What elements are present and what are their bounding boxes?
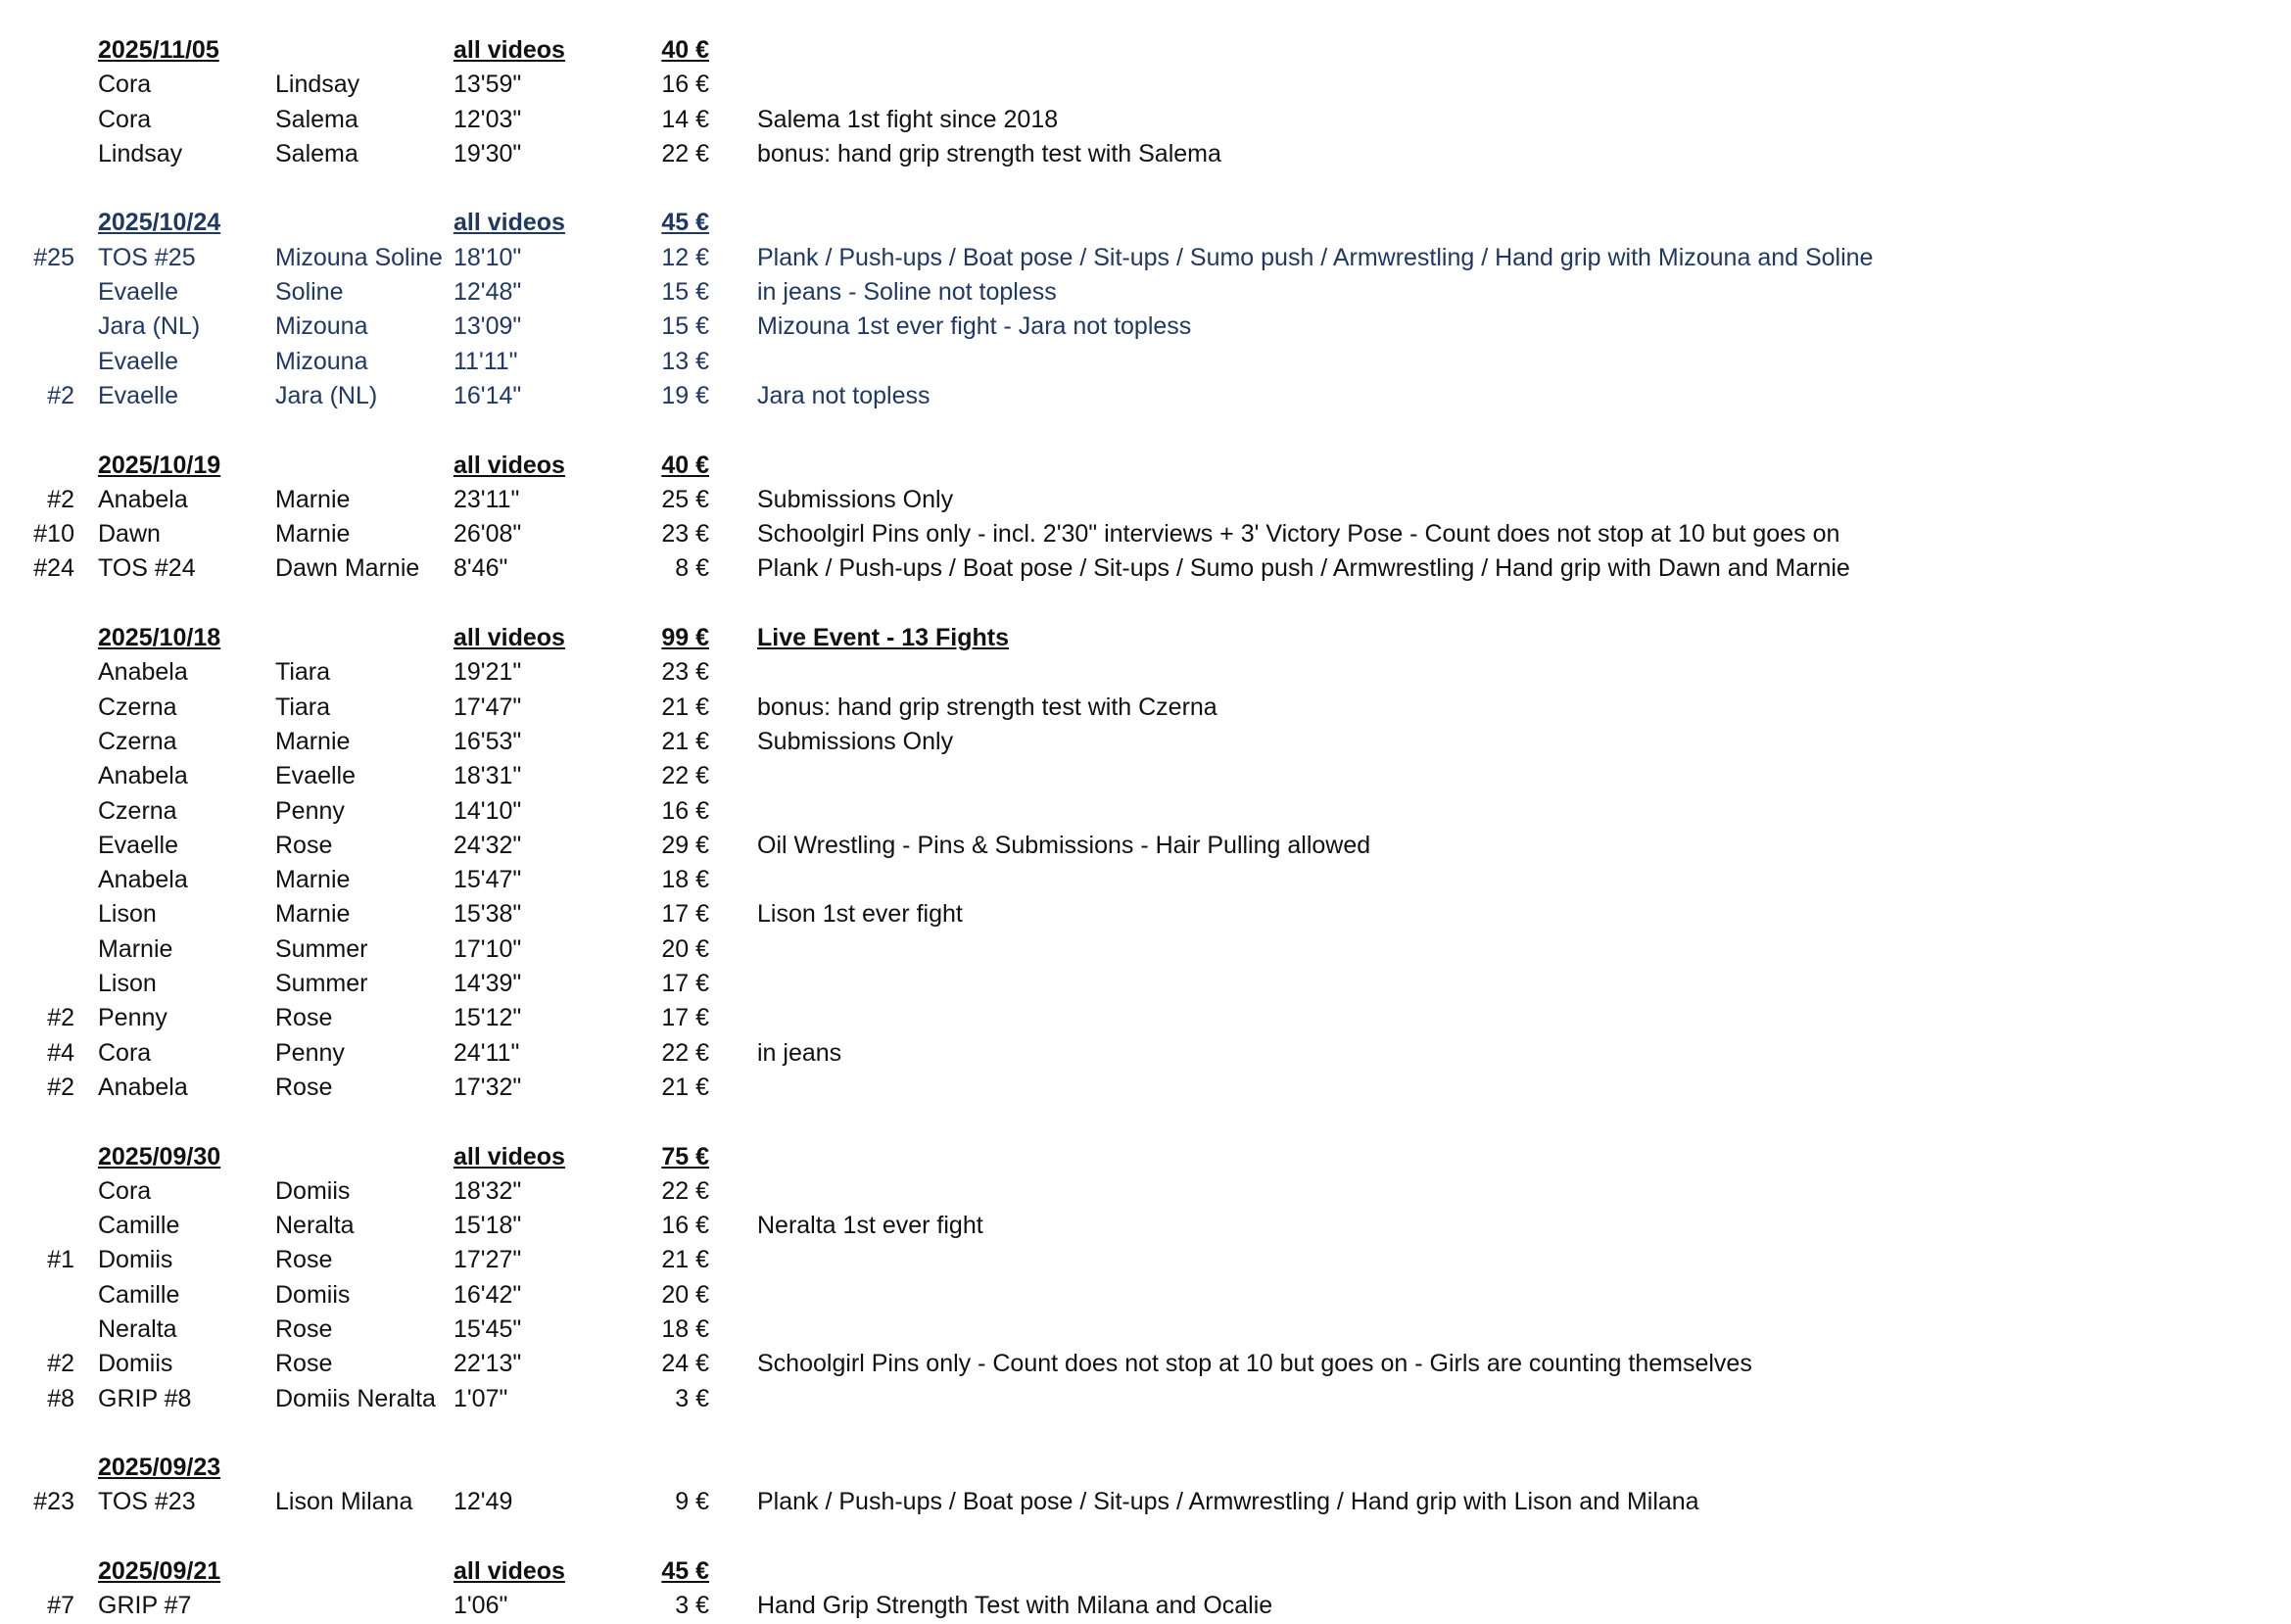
video-duration: 24'32" bbox=[453, 831, 522, 859]
fighter-1: Domiis bbox=[98, 1246, 173, 1274]
video-price: 17 € bbox=[661, 900, 709, 929]
video-duration: 12'03" bbox=[453, 105, 522, 133]
video-price: 3 € bbox=[675, 1384, 709, 1412]
section-date: 2025/09/21 bbox=[98, 1557, 221, 1586]
video-row bbox=[0, 829, 2291, 863]
video-row bbox=[0, 1001, 2291, 1035]
video-row bbox=[0, 275, 2291, 310]
video-duration: 17'47" bbox=[453, 693, 522, 721]
video-row bbox=[0, 1278, 2291, 1313]
section-total-price: 75 € bbox=[661, 1142, 709, 1170]
fighter-2: Penny bbox=[275, 796, 345, 825]
video-price: 21 € bbox=[661, 693, 709, 721]
fighter-1: Anabela bbox=[98, 658, 188, 687]
video-row bbox=[0, 483, 2291, 517]
section-header bbox=[0, 1140, 2291, 1174]
video-duration: 18'10" bbox=[453, 243, 522, 271]
fighter-2: Tiara bbox=[275, 658, 331, 687]
video-price: 13 € bbox=[661, 347, 709, 375]
video-note: Neralta 1st ever fight bbox=[757, 1212, 983, 1240]
section-header bbox=[0, 33, 2291, 68]
video-row bbox=[0, 68, 2291, 102]
video-row bbox=[0, 310, 2291, 344]
fighter-1: Cora bbox=[98, 1176, 152, 1205]
section-date: 2025/10/24 bbox=[98, 209, 221, 237]
video-price: 22 € bbox=[661, 762, 709, 790]
video-note: bonus: hand grip strength test with Salema bbox=[757, 139, 1221, 167]
video-price: 9 € bbox=[675, 1488, 709, 1516]
video-row bbox=[0, 379, 2291, 413]
fighter-2: Soline bbox=[275, 278, 344, 307]
video-row bbox=[0, 897, 2291, 931]
fighter-2: Evaelle bbox=[275, 762, 356, 790]
video-price: 16 € bbox=[661, 796, 709, 825]
fighter-1: Cora bbox=[98, 71, 152, 99]
video-row bbox=[0, 691, 2291, 725]
fighter-2: Salema bbox=[275, 105, 358, 133]
section-total-price: 45 € bbox=[661, 209, 709, 237]
fighter-1: TOS #24 bbox=[98, 554, 196, 583]
all-videos-label: all videos bbox=[453, 1142, 565, 1170]
video-price: 19 € bbox=[661, 381, 709, 409]
video-duration: 15'45" bbox=[453, 1314, 522, 1343]
video-duration: 15'12" bbox=[453, 1004, 522, 1032]
date-section bbox=[0, 1140, 2291, 1416]
fighter-1: Marnie bbox=[98, 934, 173, 963]
fighter-1: Czerna bbox=[98, 796, 177, 825]
fighter-2: Rose bbox=[275, 1314, 333, 1343]
video-row bbox=[0, 1036, 2291, 1071]
video-duration: 24'11" bbox=[453, 1038, 520, 1067]
fighter-2: Jara (NL) bbox=[275, 381, 378, 409]
section-header bbox=[0, 1554, 2291, 1589]
fighter-2: Dawn Marnie bbox=[275, 554, 420, 583]
all-videos-label: all videos bbox=[453, 1557, 565, 1586]
fighter-2: Penny bbox=[275, 1038, 345, 1067]
video-duration: 17'32" bbox=[453, 1073, 522, 1101]
video-price: 22 € bbox=[661, 1038, 709, 1067]
video-duration: 8'46" bbox=[453, 554, 508, 583]
video-duration: 16'42" bbox=[453, 1280, 522, 1309]
section-total-price: 40 € bbox=[661, 36, 709, 64]
match-number: #2 bbox=[47, 1350, 74, 1378]
video-price: 3 € bbox=[675, 1592, 709, 1620]
video-duration: 1'06" bbox=[453, 1592, 508, 1620]
fighter-2: Domiis Neralta bbox=[275, 1384, 436, 1412]
video-row bbox=[0, 967, 2291, 1001]
fighter-1: Czerna bbox=[98, 727, 177, 755]
fighter-2: Rose bbox=[275, 1073, 333, 1101]
match-number: #2 bbox=[47, 1073, 74, 1101]
video-row bbox=[0, 1243, 2291, 1277]
fighter-1: TOS #23 bbox=[98, 1488, 196, 1516]
video-price: 29 € bbox=[661, 831, 709, 859]
date-section bbox=[0, 621, 2291, 1105]
fighter-1: Neralta bbox=[98, 1314, 177, 1343]
section-note: Live Event - 13 Fights bbox=[757, 624, 1010, 652]
video-duration: 16'14" bbox=[453, 381, 522, 409]
video-note: bonus: hand grip strength test with Czerna bbox=[757, 693, 1217, 721]
match-number: #23 bbox=[33, 1488, 74, 1516]
video-duration: 15'18" bbox=[453, 1212, 522, 1240]
fighter-1: Lindsay bbox=[98, 139, 183, 167]
fighter-1: Evaelle bbox=[98, 278, 178, 307]
section-spacer bbox=[0, 171, 2291, 206]
fighter-1: Penny bbox=[98, 1004, 167, 1032]
video-duration: 13'59" bbox=[453, 71, 522, 99]
video-row bbox=[0, 1347, 2291, 1381]
fighter-1: Jara (NL) bbox=[98, 312, 201, 341]
section-spacer bbox=[0, 1416, 2291, 1451]
video-row bbox=[0, 551, 2291, 586]
match-number: #2 bbox=[47, 485, 74, 513]
section-total-price: 40 € bbox=[661, 451, 709, 479]
fighter-2: Marnie bbox=[275, 900, 351, 929]
video-duration: 15'47" bbox=[453, 866, 522, 894]
video-note: Submissions Only bbox=[757, 727, 954, 755]
video-note: Lison 1st ever fight bbox=[757, 900, 963, 929]
date-section bbox=[0, 1451, 2291, 1520]
section-total-price: 45 € bbox=[661, 1557, 709, 1586]
video-price: 8 € bbox=[675, 554, 709, 583]
video-price: 17 € bbox=[661, 1004, 709, 1032]
video-duration: 17'10" bbox=[453, 934, 522, 963]
video-price: 18 € bbox=[661, 1314, 709, 1343]
video-row bbox=[0, 517, 2291, 551]
video-price: 21 € bbox=[661, 727, 709, 755]
fighter-2: Marnie bbox=[275, 520, 351, 549]
video-price: 20 € bbox=[661, 1280, 709, 1309]
video-price: 21 € bbox=[661, 1246, 709, 1274]
video-price: 16 € bbox=[661, 71, 709, 99]
match-number: #8 bbox=[47, 1384, 74, 1412]
fighter-1: Evaelle bbox=[98, 831, 178, 859]
video-row bbox=[0, 932, 2291, 967]
video-row bbox=[0, 794, 2291, 829]
fighter-1: TOS #25 bbox=[98, 243, 196, 271]
fighter-2: Lison Milana bbox=[275, 1488, 413, 1516]
fighter-2: Summer bbox=[275, 934, 368, 963]
section-total-price: 99 € bbox=[661, 624, 709, 652]
video-price: 22 € bbox=[661, 1176, 709, 1205]
video-row bbox=[0, 1382, 2291, 1416]
section-header bbox=[0, 206, 2291, 240]
video-row bbox=[0, 137, 2291, 171]
video-duration: 11'11" bbox=[453, 347, 518, 375]
video-note: Salema 1st fight since 2018 bbox=[757, 105, 1059, 133]
fighter-2: Marnie bbox=[275, 485, 351, 513]
video-row bbox=[0, 345, 2291, 379]
section-date: 2025/11/05 bbox=[98, 36, 219, 64]
fighter-2: Salema bbox=[275, 139, 358, 167]
all-videos-label: all videos bbox=[453, 624, 565, 652]
video-duration: 14'10" bbox=[453, 796, 522, 825]
section-header bbox=[0, 1451, 2291, 1485]
video-row bbox=[0, 1485, 2291, 1519]
fighter-2: Domiis bbox=[275, 1280, 351, 1309]
video-note: Plank / Push-ups / Boat pose / Sit-ups / Armwrestling / Hand grip with Lison and Milana bbox=[757, 1488, 1699, 1516]
fighter-2: Rose bbox=[275, 1350, 333, 1378]
fighter-2: Neralta bbox=[275, 1212, 355, 1240]
video-row bbox=[0, 1071, 2291, 1105]
fighter-1: Anabela bbox=[98, 762, 188, 790]
video-price: 15 € bbox=[661, 312, 709, 341]
video-note: Schoolgirl Pins only - Count does not stop at 10 but goes on - Girls are counting themselves bbox=[757, 1350, 1752, 1378]
video-price: 24 € bbox=[661, 1350, 709, 1378]
fighter-1: GRIP #8 bbox=[98, 1384, 192, 1412]
video-note: Plank / Push-ups / Boat pose / Sit-ups / Sumo push / Armwrestling / Hand grip with Dawn and Marnie bbox=[757, 554, 1850, 583]
video-row bbox=[0, 1589, 2291, 1623]
match-number: #4 bbox=[47, 1038, 74, 1067]
section-date: 2025/10/18 bbox=[98, 624, 221, 652]
video-price: 21 € bbox=[661, 1073, 709, 1101]
fighter-2: Mizouna bbox=[275, 312, 368, 341]
match-number: #25 bbox=[33, 243, 74, 271]
date-section bbox=[0, 206, 2291, 413]
video-price: 22 € bbox=[661, 139, 709, 167]
video-row bbox=[0, 1313, 2291, 1347]
fighter-2: Summer bbox=[275, 970, 368, 998]
fighter-1: Cora bbox=[98, 1038, 152, 1067]
video-note: Mizouna 1st ever fight - Jara not topless bbox=[757, 312, 1192, 341]
fighter-1: Czerna bbox=[98, 693, 177, 721]
all-videos-label: all videos bbox=[453, 36, 565, 64]
video-row bbox=[0, 241, 2291, 275]
video-duration: 15'38" bbox=[453, 900, 522, 929]
fighter-1: Lison bbox=[98, 900, 157, 929]
video-row bbox=[0, 759, 2291, 793]
fighter-1: Domiis bbox=[98, 1350, 173, 1378]
video-price: 12 € bbox=[661, 243, 709, 271]
match-number: #7 bbox=[47, 1592, 74, 1620]
fighter-1: Anabela bbox=[98, 866, 188, 894]
video-duration: 18'31" bbox=[453, 762, 522, 790]
video-duration: 12'49 bbox=[453, 1488, 513, 1516]
fighter-1: Anabela bbox=[98, 485, 188, 513]
match-number: #24 bbox=[33, 554, 74, 583]
fighter-2: Marnie bbox=[275, 866, 351, 894]
video-price: 23 € bbox=[661, 658, 709, 687]
video-duration: 22'13" bbox=[453, 1350, 522, 1378]
fighter-2: Domiis bbox=[275, 1176, 351, 1205]
video-note: Schoolgirl Pins only - incl. 2'30" interviews + 3' Victory Pose - Count does not stop at 10 but goes on bbox=[757, 520, 1840, 549]
section-spacer bbox=[0, 587, 2291, 621]
section-date: 2025/10/19 bbox=[98, 451, 221, 479]
video-row bbox=[0, 1174, 2291, 1209]
section-spacer bbox=[0, 413, 2291, 448]
video-duration: 19'30" bbox=[453, 139, 522, 167]
video-duration: 13'09" bbox=[453, 312, 522, 341]
video-row bbox=[0, 1209, 2291, 1243]
section-header bbox=[0, 621, 2291, 655]
video-row bbox=[0, 725, 2291, 759]
video-duration: 16'53" bbox=[453, 727, 522, 755]
date-section bbox=[0, 449, 2291, 587]
fighter-2: Tiara bbox=[275, 693, 331, 721]
video-note: Submissions Only bbox=[757, 485, 954, 513]
fighter-1: Evaelle bbox=[98, 381, 178, 409]
video-price: 15 € bbox=[661, 278, 709, 307]
video-price-list bbox=[0, 33, 2291, 1624]
video-note: in jeans bbox=[757, 1038, 842, 1067]
video-note: Hand Grip Strength Test with Milana and Ocalie bbox=[757, 1592, 1273, 1620]
fighter-2: Rose bbox=[275, 1004, 333, 1032]
section-date: 2025/09/23 bbox=[98, 1454, 221, 1482]
fighter-1: Camille bbox=[98, 1212, 180, 1240]
section-spacer bbox=[0, 1520, 2291, 1554]
video-note: Plank / Push-ups / Boat pose / Sit-ups / Sumo push / Armwrestling / Hand grip with Mizouna and Soline bbox=[757, 243, 1874, 271]
section-spacer bbox=[0, 1105, 2291, 1139]
fighter-2: Marnie bbox=[275, 727, 351, 755]
match-number: #10 bbox=[33, 520, 74, 549]
all-videos-label: all videos bbox=[453, 209, 565, 237]
video-duration: 1'07" bbox=[453, 1384, 508, 1412]
match-number: #2 bbox=[47, 381, 74, 409]
fighter-2: Mizouna Soline bbox=[275, 243, 443, 271]
fighter-2: Lindsay bbox=[275, 71, 360, 99]
fighter-1: Evaelle bbox=[98, 347, 178, 375]
fighter-1: Camille bbox=[98, 1280, 180, 1309]
match-number: #1 bbox=[47, 1246, 74, 1274]
fighter-2: Rose bbox=[275, 1246, 333, 1274]
video-duration: 26'08" bbox=[453, 520, 522, 549]
video-row bbox=[0, 863, 2291, 897]
fighter-1: Lison bbox=[98, 970, 157, 998]
video-row bbox=[0, 103, 2291, 137]
video-note: Oil Wrestling - Pins & Submissions - Hair Pulling allowed bbox=[757, 831, 1371, 859]
video-price: 18 € bbox=[661, 866, 709, 894]
date-section bbox=[0, 33, 2291, 171]
fighter-1: Cora bbox=[98, 105, 152, 133]
video-note: in jeans - Soline not topless bbox=[757, 278, 1057, 307]
video-price: 16 € bbox=[661, 1212, 709, 1240]
video-price: 14 € bbox=[661, 105, 709, 133]
fighter-1: Dawn bbox=[98, 520, 161, 549]
video-price: 25 € bbox=[661, 485, 709, 513]
video-note: Jara not topless bbox=[757, 381, 931, 409]
video-duration: 18'32" bbox=[453, 1176, 522, 1205]
video-duration: 23'11" bbox=[453, 485, 520, 513]
video-duration: 19'21" bbox=[453, 658, 522, 687]
match-number: #2 bbox=[47, 1004, 74, 1032]
all-videos-label: all videos bbox=[453, 451, 565, 479]
section-header bbox=[0, 449, 2291, 483]
section-date: 2025/09/30 bbox=[98, 1142, 221, 1170]
date-section bbox=[0, 1554, 2291, 1624]
video-duration: 14'39" bbox=[453, 970, 522, 998]
fighter-2: Mizouna bbox=[275, 347, 368, 375]
video-price: 23 € bbox=[661, 520, 709, 549]
fighter-1: Anabela bbox=[98, 1073, 188, 1101]
video-price: 20 € bbox=[661, 934, 709, 963]
fighter-2: Rose bbox=[275, 831, 333, 859]
fighter-1: GRIP #7 bbox=[98, 1592, 192, 1620]
video-duration: 17'27" bbox=[453, 1246, 522, 1274]
video-price: 17 € bbox=[661, 970, 709, 998]
video-row bbox=[0, 655, 2291, 690]
video-duration: 12'48" bbox=[453, 278, 522, 307]
